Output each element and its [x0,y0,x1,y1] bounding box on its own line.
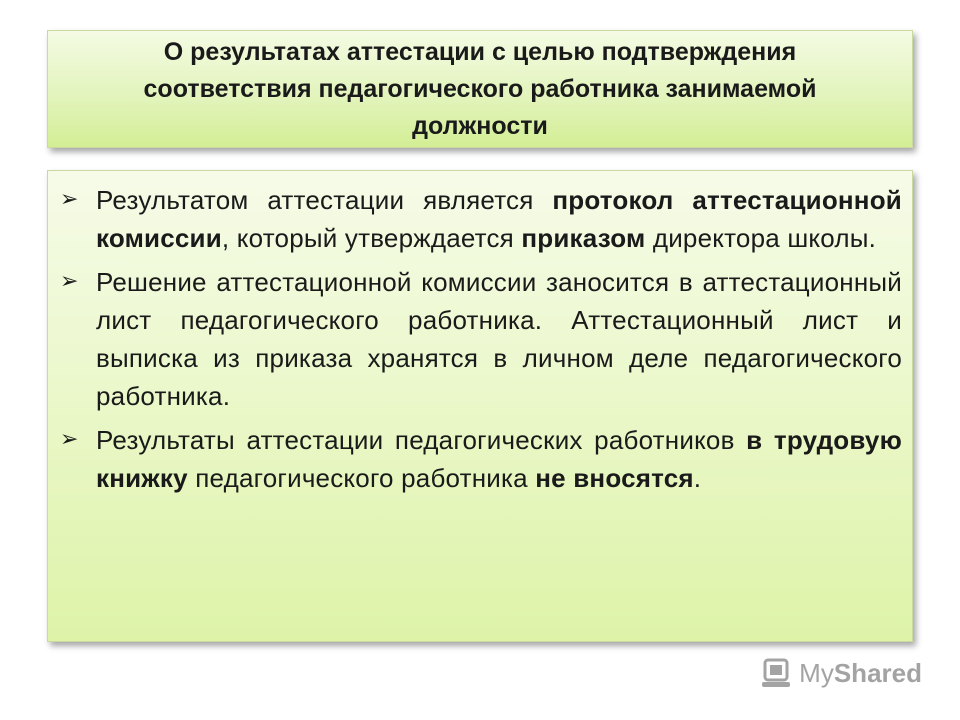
text-run: директора школы. [645,223,877,253]
title-box [47,30,913,148]
text-run: . [693,463,702,493]
arrow-bullet-icon: ➢ [60,269,79,294]
bullet-item-3 [60,421,902,497]
text-run-bold: в трудовую книжку [96,425,902,493]
myshared-watermark[interactable] [759,656,922,690]
bullet-item-1 [60,181,902,257]
bullet-text [96,421,902,497]
text-run-bold: приказом [521,223,646,253]
arrow-bullet-icon: ➢ [60,187,79,212]
arrow-bullet-icon: ➢ [60,427,79,452]
text-run: педагогического работника [187,463,536,493]
watermark-my: My [799,657,834,688]
text-run: Решение аттестационной комиссии заносится в аттестационный лист педагогического работника. Аттестационный лист и выписка из приказа хранятся в личном деле педагогического работника. [96,267,902,411]
bullet-text [96,263,902,415]
content-box [47,170,913,642]
bullet-item-2 [60,263,902,415]
text-run: Результаты аттестации педагогических работников [96,425,747,455]
watermark-shared: Shared [833,657,922,688]
text-run-bold: не вносятся [535,463,694,493]
text-run: Результатом аттестации является [96,185,553,215]
slide-title: О результатах аттестации с целью подтверждения соответствия педагогического работника занимаемой должности [143,37,817,140]
text-run-bold: протокол аттестационной комиссии [96,185,902,253]
bullet-text [96,181,902,257]
myshared-logo-icon [759,656,793,690]
text-run: , который утверждается [221,223,522,253]
